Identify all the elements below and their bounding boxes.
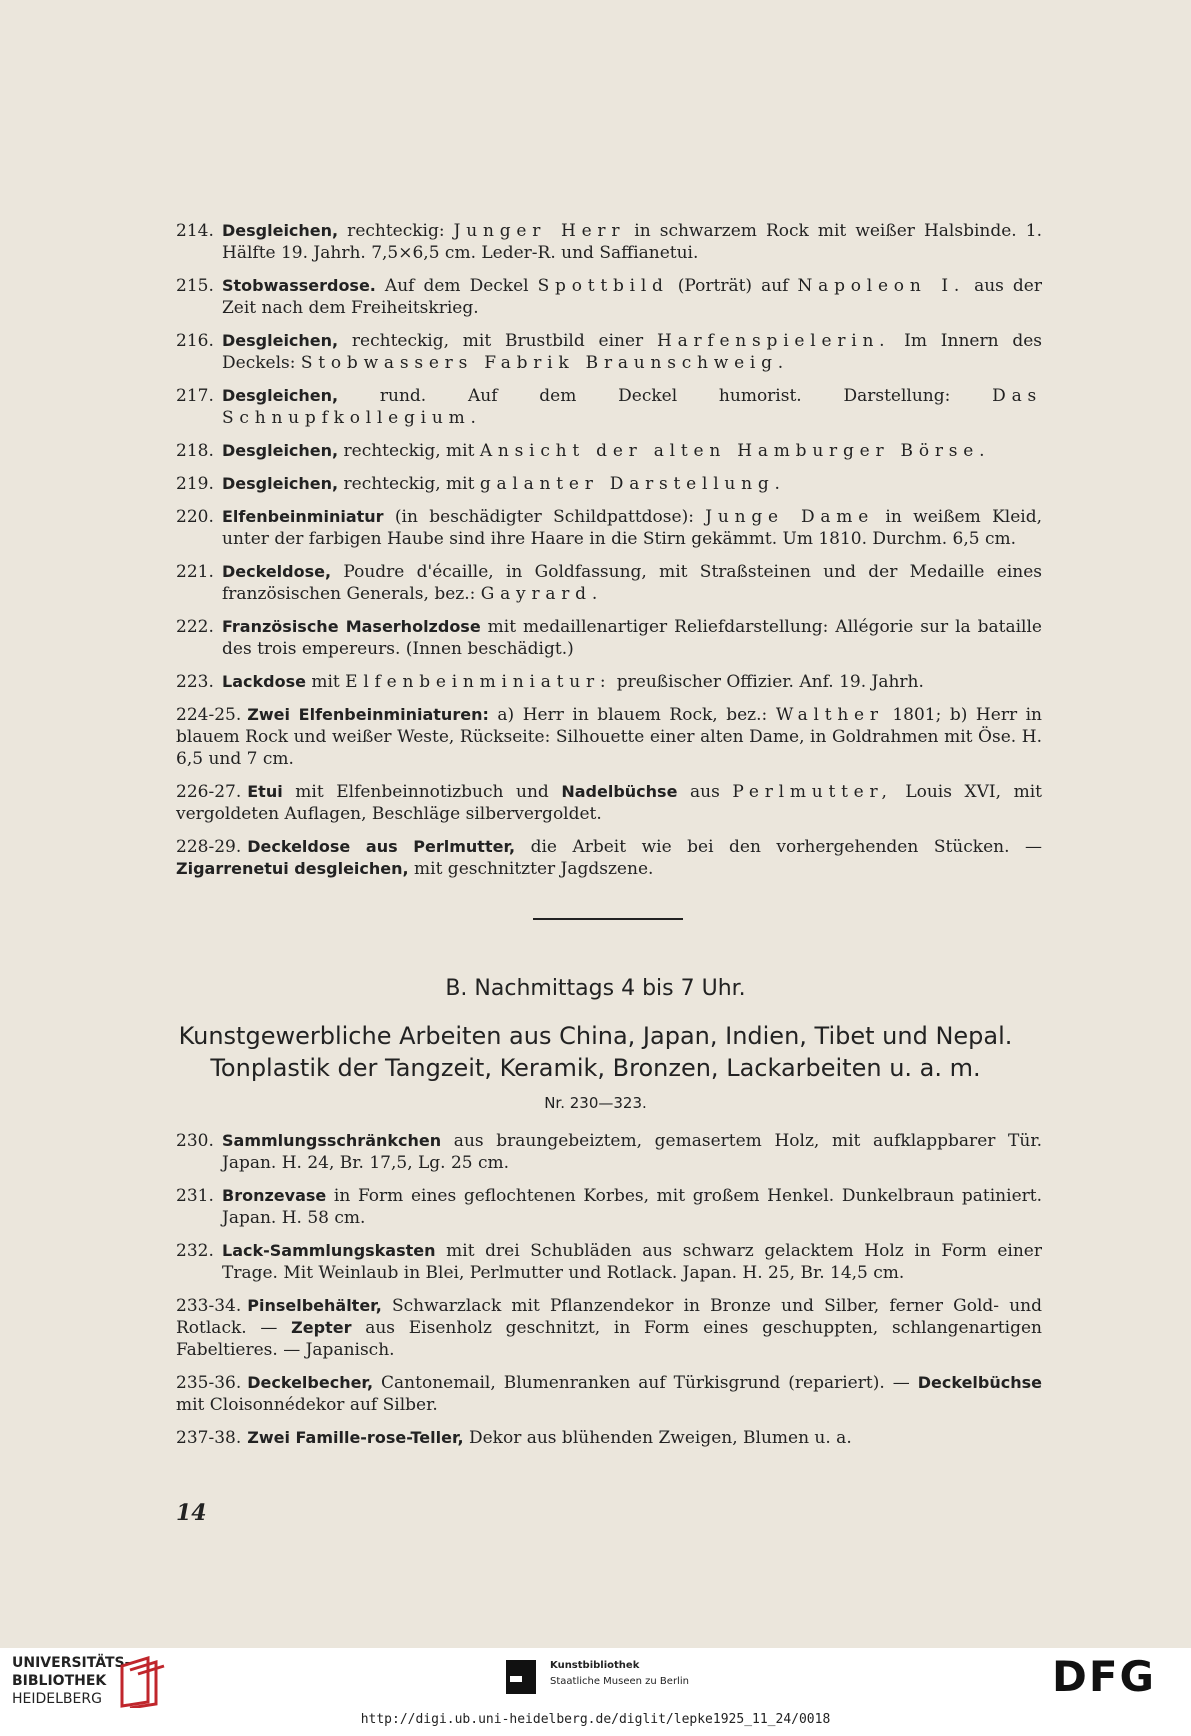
entry-title: Desgleichen, xyxy=(222,441,339,460)
catalog-entries-lower xyxy=(176,1130,1042,1460)
entry-spaced-text: Junger Herr xyxy=(453,221,626,241)
kb-line: Kunstbibliothek xyxy=(550,1660,640,1671)
entry-number: 231. xyxy=(176,1186,214,1206)
entry-text: aus der Zeit nach dem Freiheitskrieg. xyxy=(222,276,1042,318)
entry-number: 218. xyxy=(176,441,214,461)
catalog-entry xyxy=(176,440,1042,462)
entry-title: Deckelbecher, xyxy=(247,1373,374,1392)
entry-text: mit geschnitzter Jagdszene. xyxy=(408,859,654,879)
entry-number: 235-36. xyxy=(176,1373,242,1393)
entry-text: in Form eines geflochtenen Korbes, mit großem Henkel. Dunkelbraun patiniert. Japan. H. 58 cm. xyxy=(222,1186,1042,1228)
ub-line: UNIVERSITÄTS- xyxy=(12,1655,131,1671)
entry-text: rechteckig, mit Brustbild einer xyxy=(338,331,657,351)
entry-text: rechteckig: xyxy=(338,221,454,241)
entry-text: Louis XVI, mit vergoldeten Auflagen, Beschläge silbervergoldet. xyxy=(176,782,1042,824)
entry-text: (Porträt) auf xyxy=(668,276,798,296)
entry-spaced-text: Elfenbeinminiatur: xyxy=(345,672,612,692)
entry-text: Dekor aus blühenden Zweigen, Blumen u. a. xyxy=(463,1428,852,1448)
entry-number: 216. xyxy=(176,331,214,351)
entry-spaced-text: Napoleon I. xyxy=(797,276,966,296)
entry-spaced-text: Ansicht der alten Hamburger Börse. xyxy=(479,441,991,461)
catalog-entry xyxy=(176,220,1042,264)
section-number-range: Nr. 230—323. xyxy=(544,1094,647,1112)
catalog-entry xyxy=(176,473,1042,495)
section-subtitle-1: Kunstgewerbliche Arbeiten aus China, Japan, Indien, Tibet und Nepal. xyxy=(178,1022,1013,1050)
digitization-footer xyxy=(0,1648,1191,1736)
entry-title: Zepter xyxy=(291,1318,352,1337)
catalog-entry xyxy=(176,1372,1042,1416)
catalog-entry xyxy=(176,385,1042,429)
entry-text: aus xyxy=(677,782,733,802)
catalog-entry xyxy=(176,1130,1042,1174)
entry-title: Zwei Elfenbeinminiaturen: xyxy=(247,705,489,724)
section-divider xyxy=(533,918,683,920)
entry-spaced-text: Junge Dame xyxy=(705,507,875,527)
entry-text: (in beschädigter Schildpattdose): xyxy=(383,507,706,527)
kunstbibliothek-label xyxy=(550,1658,689,1690)
entry-spaced-text: Perlmutter, xyxy=(732,782,893,802)
entry-text: in schwarzem Rock mit weißer Halsbinde. 1. Hälfte 19. Jahrh. 7,5×6,5 cm. Leder-R. und Saffianetui. xyxy=(222,221,1042,263)
ub-line: BIBLIOTHEK xyxy=(12,1673,107,1689)
entry-number: 220. xyxy=(176,507,214,527)
entry-number: 228-29. xyxy=(176,837,242,857)
entry-spaced-text: Spottbild xyxy=(537,276,669,296)
catalog-entry xyxy=(176,781,1042,825)
entry-text: 1801; b) Herr in blauem Rock und weißer Weste, Rückseite: Silhouette einer alten Dame, in Goldrahmen mit Öse. H. 6,5 und 7 cm. xyxy=(176,705,1042,769)
entry-title: Nadelbüchse xyxy=(561,782,678,801)
entry-title: Lackdose xyxy=(222,672,306,691)
catalog-entry xyxy=(176,561,1042,605)
entry-text: preußischer Offizier. Anf. 19. Jahrh. xyxy=(611,672,924,692)
entry-text: aus braungebeiztem, gemasertem Holz, mit aufklappbarer Tür. Japan. H. 24, Br. 17,5, Lg. 25 cm. xyxy=(222,1131,1042,1173)
catalog-entry xyxy=(176,704,1042,770)
entry-title: Desgleichen, xyxy=(222,386,339,405)
entry-text: rechteckig, mit xyxy=(338,474,480,494)
entry-title: Sammlungsschränkchen xyxy=(222,1131,442,1150)
section-heading: B. Nachmittags 4 bis 7 Uhr. xyxy=(445,976,746,1001)
entry-number: 215. xyxy=(176,276,214,296)
entry-number: 233-34. xyxy=(176,1296,242,1316)
entry-title: Stobwasserdose. xyxy=(222,276,376,295)
entry-text: Im Innern des Deckels: xyxy=(222,331,1042,373)
catalog-entry xyxy=(176,836,1042,880)
entry-number: 226-27. xyxy=(176,782,242,802)
entry-number: 232. xyxy=(176,1241,214,1261)
entry-text: rechteckig, mit xyxy=(338,441,480,461)
entry-text: die Arbeit wie bei den vorhergehenden Stücken. — xyxy=(515,837,1042,857)
kunstbibliothek-logo-icon xyxy=(506,1660,536,1694)
entry-text: mit medaillenartiger Reliefdarstellung: Allégorie sur la bataille des trois empereurs. (Innen beschädigt.) xyxy=(222,617,1042,659)
entry-title: Desgleichen, xyxy=(222,474,339,493)
entry-text: Cantonemail, Blumenranken auf Türkisgrund (repariert). — xyxy=(373,1373,918,1393)
kb-line: Staatliche Museen zu Berlin xyxy=(550,1676,689,1687)
entry-spaced-text: Das Schnupfkollegium. xyxy=(222,386,1042,428)
dfg-logo: DFG xyxy=(1052,1652,1157,1701)
entry-title: Französische Maserholzdose xyxy=(222,617,481,636)
entry-title: Lack-Sammlungskasten xyxy=(222,1241,436,1260)
page-number: 14 xyxy=(176,1500,207,1526)
entry-text: Schwarzlack mit Pflanzendekor in Bronze und Silber, ferner Gold- und Rotlack. — xyxy=(176,1296,1042,1338)
entry-text: mit Cloisonnédekor auf Silber. xyxy=(176,1395,438,1415)
entry-text: Auf dem Deckel xyxy=(375,276,538,296)
catalog-entry xyxy=(176,506,1042,550)
catalog-entries-upper xyxy=(176,220,1042,891)
source-url-link[interactable]: http://digi.ub.uni-heidelberg.de/diglit/lepke1925_11_24/0018 xyxy=(360,1712,831,1727)
entry-text: rund. Auf dem Deckel humorist. Darstellung: xyxy=(338,386,993,406)
ub-logo-icon xyxy=(118,1656,166,1708)
entry-title: Zwei Famille-rose-Teller, xyxy=(247,1428,464,1447)
entry-number: 230. xyxy=(176,1131,214,1151)
section-subtitle-2: Tonplastik der Tangzeit, Keramik, Bronzen, Lackarbeiten u. a. m. xyxy=(210,1054,981,1082)
entry-text: aus Eisenholz geschnitzt, in Form eines geschuppten, schlangenartigen Fabeltieres. — Japanisch. xyxy=(176,1318,1042,1360)
entry-title: Deckeldose, xyxy=(222,562,332,581)
entry-number: 237-38. xyxy=(176,1428,242,1448)
ub-line: HEIDELBERG xyxy=(12,1691,102,1707)
entry-text: mit drei Schubläden aus schwarz gelacktem Holz in Form einer Trage. Mit Weinlaub in Blei, Perlmutter und Rotlack. Japan. H. 25, Br. 14,5 cm. xyxy=(222,1241,1042,1283)
ub-heidelberg-wordmark xyxy=(12,1654,130,1708)
catalog-entry xyxy=(176,616,1042,660)
entry-number: 219. xyxy=(176,474,214,494)
entry-spaced-text: Stobwassers Fabrik Braunschweig. xyxy=(300,353,789,373)
entry-title: Desgleichen, xyxy=(222,331,339,350)
entry-text: in weißem Kleid, unter der farbigen Haube sind ihre Haare in die Stirn gekämmt. Um 1810. Durchm. 6,5 cm. xyxy=(222,507,1043,549)
entry-text: Poudre d'écaille, in Goldfassung, mit Straßsteinen und der Medaille eines französischen Generals, bez.: xyxy=(222,562,1042,604)
entry-spaced-text: Gayrard. xyxy=(480,584,604,604)
entry-title: Bronzevase xyxy=(222,1186,327,1205)
entry-title: Pinselbehälter, xyxy=(247,1296,382,1315)
entry-number: 217. xyxy=(176,386,214,406)
catalog-entry xyxy=(176,275,1042,319)
entry-text: mit xyxy=(305,672,346,692)
entry-text: a) Herr in blauem Rock, bez.: xyxy=(488,705,776,725)
entry-title: Etui xyxy=(247,782,283,801)
entry-text: mit Elfenbeinnotizbuch und xyxy=(282,782,562,802)
catalog-entry xyxy=(176,1185,1042,1229)
catalog-entry xyxy=(176,330,1042,374)
entry-title: Zigarrenetui desgleichen, xyxy=(176,859,409,878)
entry-title: Deckelbüchse xyxy=(917,1373,1042,1392)
catalog-entry xyxy=(176,1295,1042,1361)
entry-number: 223. xyxy=(176,672,214,692)
catalog-entry xyxy=(176,1240,1042,1284)
entry-title: Elfenbeinminiatur xyxy=(222,507,384,526)
catalog-entry xyxy=(176,1427,1042,1449)
entry-title: Deckeldose aus Perlmutter, xyxy=(247,837,516,856)
entry-spaced-text: galanter Darstellung. xyxy=(479,474,786,494)
entry-number: 214. xyxy=(176,221,214,241)
entry-number: 221. xyxy=(176,562,214,582)
entry-title: Desgleichen, xyxy=(222,221,339,240)
entry-spaced-text: Walther xyxy=(775,705,884,725)
entry-number: 222. xyxy=(176,617,214,637)
catalog-entry xyxy=(176,671,1042,693)
entry-spaced-text: Harfenspielerin. xyxy=(656,331,891,351)
entry-number: 224-25. xyxy=(176,705,242,725)
